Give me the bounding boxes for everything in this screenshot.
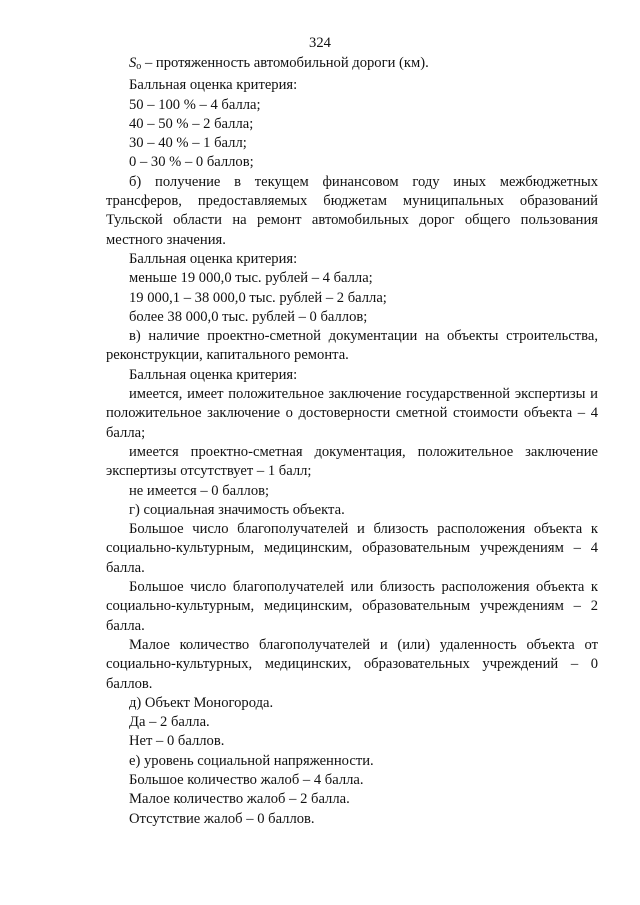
paragraph: Большое количество жалоб – 4 балла.	[129, 771, 364, 788]
paragraph: Балльная оценка критерия:	[129, 366, 298, 383]
paragraph: Большое число благополучателей или близость расположения объекта к социально-культурным, медицинским, образовательным учреждениям – 2 балла.	[106, 579, 598, 634]
paragraph: Малое количество жалоб – 2 балла.	[129, 791, 350, 808]
paragraph: е) уровень социальной напряженности.	[129, 752, 374, 769]
paragraph: Большое число благополучателей и близость расположения объекта к социально-культурным, медицинским, образовательным учреждениям – 4 балла.	[106, 521, 598, 576]
so-subscript: o	[136, 61, 142, 72]
paragraph: 19 000,1 – 38 000,0 тыс. рублей – 2 балла;	[129, 289, 387, 306]
paragraph: имеется проектно-сметная документация, положительное заключение экспертизы отсутствует – 1 балл;	[106, 443, 598, 480]
document-body	[106, 54, 598, 829]
paragraph: Да – 2 балла.	[129, 714, 210, 731]
paragraph: 50 – 100 % – 4 балла;	[129, 96, 261, 113]
paragraph: 0 – 30 % – 0 баллов;	[129, 154, 254, 171]
paragraph: не имеется – 0 баллов;	[129, 482, 270, 499]
paragraph: в) наличие проектно-сметной документации на объекты строительства, реконструкции, капитального ремонта.	[106, 328, 598, 364]
paragraph: Малое количество благополучателей и (или) удаленность объекта от социально-культурных, медицинских, образовательных учреждений – 0 баллов.	[106, 636, 598, 692]
paragraph-so-definition	[106, 54, 598, 76]
paragraph: имеется, имеет положительное заключение государственной экспертизы и положительное заключение о достоверности сметной стоимости объекта – 4 балла;	[106, 386, 598, 441]
paragraph: 30 – 40 % – 1 балл;	[129, 135, 247, 152]
paragraph: Балльная оценка критерия:	[129, 250, 298, 267]
paragraph: Нет – 0 баллов.	[129, 733, 225, 750]
paragraph: г) социальная значимость объекта.	[129, 501, 345, 518]
so-symbol: S	[129, 55, 137, 71]
paragraph: 40 – 50 % – 2 балла;	[129, 115, 254, 132]
paragraph: Отсутствие жалоб – 0 баллов.	[129, 810, 315, 827]
paragraph: меньше 19 000,0 тыс. рублей – 4 балла;	[129, 270, 373, 287]
so-definition-text: – протяженность автомобильной дороги (км).	[141, 55, 429, 71]
paragraph: Балльная оценка критерия:	[129, 77, 298, 94]
page-number: 324	[309, 35, 331, 51]
paragraph: более 38 000,0 тыс. рублей – 0 баллов;	[129, 308, 368, 325]
paragraph: б) получение в текущем финансовом году иных межбюджетных трансферов, предоставляемых бюджетам муниципальных образований Тульской области на ремонт автомобильных дорог общего пользования местного значения.	[106, 173, 598, 248]
paragraph: д) Объект Моногорода.	[129, 694, 274, 711]
